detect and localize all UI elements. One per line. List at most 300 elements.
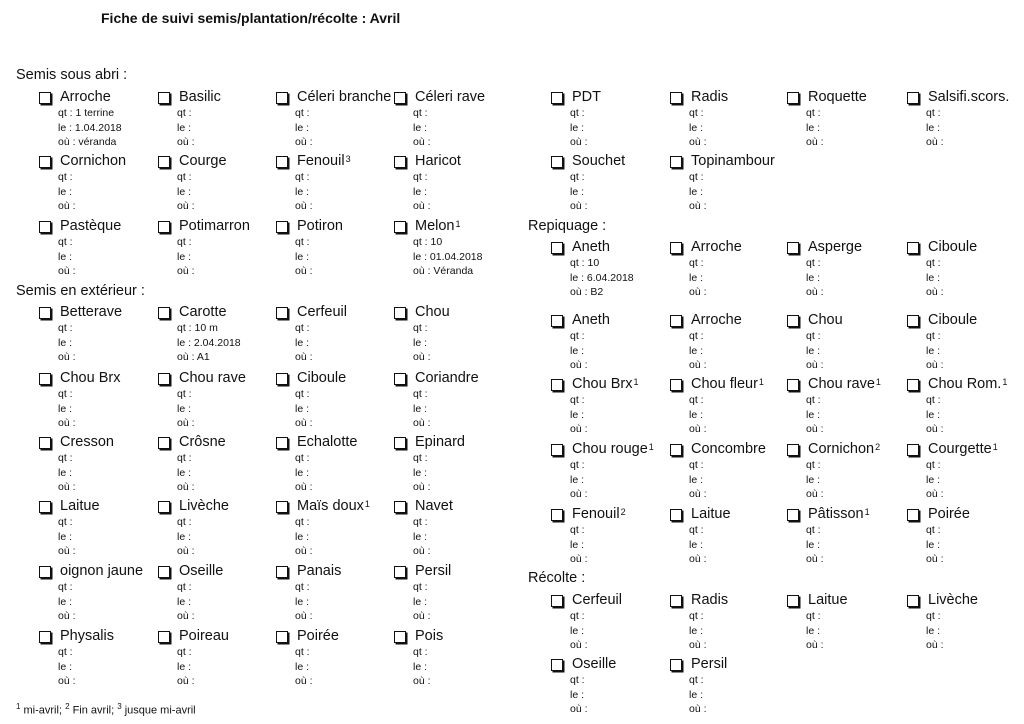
checklist-item-courge[interactable]	[156, 153, 276, 214]
item-name	[928, 89, 1009, 106]
field-ou: où :	[413, 675, 431, 687]
field-qt: qt :	[177, 516, 192, 528]
field-ou: où :	[177, 610, 195, 622]
item-header	[668, 239, 788, 256]
item-details	[689, 106, 788, 150]
checkbox-icon[interactable]	[158, 631, 170, 643]
checklist-item-pdt[interactable]	[549, 89, 669, 150]
checklist-item-panais[interactable]	[274, 563, 394, 624]
checklist-item-celeri-branche[interactable]	[274, 89, 394, 150]
checklist-item-chou[interactable]	[392, 304, 512, 365]
field-qt: qt :	[413, 452, 428, 464]
field-ou: où :	[926, 553, 944, 565]
item-name-text: Livèche	[179, 498, 229, 514]
field-le: le :	[926, 408, 941, 421]
item-header	[549, 89, 669, 106]
item-name-text: Fenouil	[297, 153, 345, 169]
item-header	[668, 153, 788, 170]
field-ou: où :	[177, 545, 195, 557]
checkbox-icon[interactable]	[158, 373, 170, 385]
checklist-item-pois[interactable]	[392, 628, 512, 689]
item-name	[179, 218, 250, 235]
item-name	[297, 304, 347, 321]
field-le: le :	[58, 530, 73, 543]
item-name	[808, 312, 843, 329]
item-name-text: Persil	[691, 656, 728, 672]
checkbox-icon[interactable]	[394, 92, 406, 104]
footnote-ref: 1	[992, 442, 998, 452]
checkbox-icon[interactable]	[39, 566, 51, 578]
checkbox-icon[interactable]	[158, 156, 170, 168]
section-label: Récolte :	[528, 570, 586, 586]
item-details	[177, 451, 276, 495]
checkbox-icon[interactable]	[670, 315, 682, 327]
field-qt: qt :	[689, 394, 704, 406]
field-ou: où :	[926, 286, 944, 298]
item-details	[58, 645, 157, 689]
checklist-item-chou-rom[interactable]	[905, 376, 1024, 437]
item-name-text: Chou	[808, 312, 843, 328]
field-qt: qt :	[177, 107, 192, 119]
field-ou: où :	[295, 610, 313, 622]
field-le: le :	[926, 344, 941, 357]
checklist-item-ciboule[interactable]	[905, 239, 1024, 300]
checkbox-icon[interactable]	[39, 156, 51, 168]
item-details	[177, 580, 276, 624]
field-le: le :	[806, 538, 821, 551]
checkbox-icon[interactable]	[276, 631, 288, 643]
checkbox-icon[interactable]	[39, 307, 51, 319]
checkbox-icon[interactable]	[907, 92, 919, 104]
checklist-item-arroche[interactable]	[37, 89, 157, 150]
checkbox-icon[interactable]	[394, 501, 406, 513]
checklist-item-physalis[interactable]	[37, 628, 157, 689]
field-qt: qt :	[58, 322, 73, 334]
field-ou: où :	[58, 200, 76, 212]
item-name-text: Haricot	[415, 153, 461, 169]
checklist-item-potiron[interactable]	[274, 218, 394, 279]
field-qt: qt :	[295, 171, 310, 183]
item-header	[156, 434, 276, 451]
field-qt: qt :	[177, 236, 192, 248]
checklist-item-laitue[interactable]	[668, 506, 788, 567]
checkbox-icon[interactable]	[276, 566, 288, 578]
checkbox-icon[interactable]	[787, 444, 799, 456]
checklist-item-persil[interactable]	[668, 656, 788, 717]
item-header	[274, 563, 394, 580]
item-header	[274, 153, 394, 170]
field-qt: qt :	[58, 452, 73, 464]
checklist-item-basilic[interactable]	[156, 89, 276, 150]
field-ou: où :	[58, 417, 76, 429]
checkbox-icon[interactable]	[551, 444, 563, 456]
item-details	[58, 170, 157, 214]
checkbox-icon[interactable]	[39, 92, 51, 104]
checkbox-icon[interactable]	[907, 242, 919, 254]
item-name-text: Aneth	[572, 312, 610, 328]
field-qt: qt :	[295, 107, 310, 119]
field-ou: où :	[295, 351, 313, 363]
item-details	[295, 451, 394, 495]
checklist-item-chou-brx[interactable]	[37, 370, 157, 431]
field-qt: qt :	[689, 330, 704, 342]
field-le: le :	[926, 121, 941, 134]
checklist-item-chou-rave[interactable]	[156, 370, 276, 431]
field-le: le :	[295, 595, 310, 608]
item-header	[37, 498, 157, 515]
item-name	[691, 312, 742, 329]
field-qt: qt :	[570, 330, 585, 342]
item-name-text: Ciboule	[928, 239, 978, 255]
checkbox-icon[interactable]	[394, 156, 406, 168]
checklist-item-mais-doux[interactable]	[274, 498, 394, 559]
field-le: le :	[570, 185, 585, 198]
field-qt: qt :	[689, 459, 704, 471]
item-name	[928, 312, 977, 329]
field-le: le :	[295, 530, 310, 543]
checklist-item-chou-rave[interactable]	[785, 376, 905, 437]
checklist-item-asperge[interactable]	[785, 239, 905, 300]
checklist-item-oignon-jaune[interactable]	[37, 563, 157, 624]
checklist-item-melon[interactable]	[392, 218, 512, 279]
checkbox-icon[interactable]	[670, 444, 682, 456]
checklist-item-aneth[interactable]	[549, 239, 669, 300]
item-details	[689, 458, 788, 502]
field-le: le :	[926, 473, 941, 486]
checklist-item-aneth[interactable]	[549, 312, 669, 373]
checkbox-icon[interactable]	[551, 315, 563, 327]
checklist-item-crosne[interactable]	[156, 434, 276, 495]
footnote-ref: 3	[345, 154, 351, 164]
item-name-text: Chou	[415, 304, 450, 320]
item-header	[37, 370, 157, 387]
field-ou: où :	[806, 639, 824, 651]
item-header	[549, 656, 669, 673]
checklist-item-arroche[interactable]	[668, 312, 788, 373]
item-name-text: Poirée	[297, 628, 339, 644]
item-details	[926, 256, 1024, 300]
checklist-item-laitue[interactable]	[37, 498, 157, 559]
item-details	[58, 515, 157, 559]
checkbox-icon[interactable]	[394, 437, 406, 449]
item-name	[928, 506, 970, 523]
checklist-item-liveche[interactable]	[905, 592, 1024, 653]
checkbox-icon[interactable]	[787, 315, 799, 327]
item-name	[572, 89, 601, 106]
item-name-text: Laitue	[808, 592, 848, 608]
checklist-item-oseille[interactable]	[156, 563, 276, 624]
checkbox-icon[interactable]	[907, 315, 919, 327]
checkbox-icon[interactable]	[670, 242, 682, 254]
item-name	[691, 441, 766, 458]
checklist-item-poiree[interactable]	[274, 628, 394, 689]
checklist-item-navet[interactable]	[392, 498, 512, 559]
checklist-item-cerfeuil[interactable]	[274, 304, 394, 365]
item-details	[295, 235, 394, 279]
item-name-text: Asperge	[808, 239, 863, 255]
checklist-item-poireau[interactable]	[156, 628, 276, 689]
item-details	[295, 170, 394, 214]
checklist-item-courgette[interactable]	[905, 441, 1024, 502]
footnote-ref: 2	[875, 442, 881, 452]
checkbox-icon[interactable]	[394, 221, 406, 233]
checklist-item-celeri-rave[interactable]	[392, 89, 512, 150]
checklist-item-chou-rouge[interactable]	[549, 441, 669, 502]
checklist-item-ciboule[interactable]	[905, 312, 1024, 373]
checkbox-icon[interactable]	[670, 379, 682, 391]
checkbox-icon[interactable]	[670, 659, 682, 671]
checklist-item-cornichon[interactable]	[785, 441, 905, 502]
checklist-item-fenouil[interactable]	[274, 153, 394, 214]
item-details	[413, 451, 512, 495]
field-ou: où :	[806, 553, 824, 565]
item-name-text: Arroche	[60, 89, 111, 105]
field-qt: qt :	[570, 674, 585, 686]
checklist-item-souchet[interactable]	[549, 153, 669, 214]
field-ou: où :	[926, 639, 944, 651]
field-qt: qt :	[926, 524, 941, 536]
field-le: le :	[413, 336, 428, 349]
checkbox-icon[interactable]	[39, 501, 51, 513]
checklist-item-betterave[interactable]	[37, 304, 157, 365]
checklist-item-chou-brx[interactable]	[549, 376, 669, 437]
checkbox-icon[interactable]	[394, 373, 406, 385]
item-header	[274, 89, 394, 106]
checkbox-icon[interactable]	[158, 501, 170, 513]
field-ou: où :	[177, 136, 195, 148]
field-qt: qt :	[689, 524, 704, 536]
item-details	[689, 609, 788, 653]
field-qt: qt :	[926, 394, 941, 406]
item-name-text: Arroche	[691, 312, 742, 328]
field-ou: où :	[413, 417, 431, 429]
checklist-item-oseille[interactable]	[549, 656, 669, 717]
field-le: le :	[58, 336, 73, 349]
checkbox-icon[interactable]	[276, 437, 288, 449]
field-qt: qt :	[570, 107, 585, 119]
checklist-item-coriandre[interactable]	[392, 370, 512, 431]
checklist-item-chou[interactable]	[785, 312, 905, 373]
item-name	[572, 592, 622, 609]
field-qt: qt :	[413, 646, 428, 658]
field-le: le :	[413, 660, 428, 673]
item-name	[691, 506, 731, 523]
checkbox-icon[interactable]	[907, 444, 919, 456]
item-details	[926, 609, 1024, 653]
item-name	[60, 370, 120, 387]
item-name	[60, 498, 100, 515]
field-le: le : 6.04.2018	[570, 271, 634, 284]
field-le: le :	[806, 624, 821, 637]
item-name-text: Chou rouge	[572, 441, 648, 457]
checkbox-icon[interactable]	[39, 631, 51, 643]
checkbox-icon[interactable]	[787, 595, 799, 607]
checklist-item-roquette[interactable]	[785, 89, 905, 150]
item-name	[691, 239, 742, 256]
checklist-item-carotte[interactable]	[156, 304, 276, 365]
item-name	[60, 563, 143, 580]
item-name-text: Crôsne	[179, 434, 226, 450]
field-le: le :	[177, 660, 192, 673]
item-name-text: Echalotte	[297, 434, 358, 450]
field-qt: qt :	[177, 452, 192, 464]
item-header	[37, 304, 157, 321]
checkbox-icon[interactable]	[394, 631, 406, 643]
field-ou: où :	[926, 488, 944, 500]
checklist-item-pasteque[interactable]	[37, 218, 157, 279]
field-le: le :	[295, 336, 310, 349]
checklist-item-salsifi-scors[interactable]	[905, 89, 1024, 150]
checkbox-icon[interactable]	[276, 221, 288, 233]
field-qt: qt :	[926, 330, 941, 342]
checklist-item-radis[interactable]	[668, 592, 788, 653]
checklist-item-haricot[interactable]	[392, 153, 512, 214]
checklist-item-potimarron[interactable]	[156, 218, 276, 279]
item-header	[785, 312, 905, 329]
item-name	[808, 592, 848, 609]
footnote-text-3: jusque mi-avril	[121, 704, 196, 717]
field-qt: qt :	[806, 257, 821, 269]
checkbox-icon[interactable]	[551, 659, 563, 671]
item-header	[392, 153, 512, 170]
item-header	[785, 506, 905, 523]
checkbox-icon[interactable]	[276, 92, 288, 104]
checkbox-icon[interactable]	[394, 566, 406, 578]
checklist-item-fenouil[interactable]	[549, 506, 669, 567]
item-name-text: Persil	[415, 563, 452, 579]
footnote-mark-3: 3	[117, 702, 122, 711]
field-ou: où :	[570, 423, 588, 435]
item-name	[415, 304, 450, 321]
checkbox-icon[interactable]	[551, 595, 563, 607]
checkbox-icon[interactable]	[670, 509, 682, 521]
item-header	[156, 153, 276, 170]
checkbox-icon[interactable]	[158, 307, 170, 319]
checklist-item-cresson[interactable]	[37, 434, 157, 495]
checklist-item-cerfeuil[interactable]	[549, 592, 669, 653]
item-details	[806, 106, 905, 150]
footnote-ref: 1	[758, 377, 764, 387]
checklist-item-poiree[interactable]	[905, 506, 1024, 567]
item-name	[691, 89, 728, 106]
checkbox-icon[interactable]	[39, 437, 51, 449]
checklist-item-patisson[interactable]	[785, 506, 905, 567]
item-name	[179, 153, 227, 170]
checkbox-icon[interactable]	[551, 242, 563, 254]
item-details	[177, 235, 276, 279]
checkbox-icon[interactable]	[787, 92, 799, 104]
checklist-item-radis[interactable]	[668, 89, 788, 150]
item-details	[689, 256, 788, 300]
item-name	[179, 89, 221, 106]
item-name	[808, 506, 870, 523]
checkbox-icon[interactable]	[907, 379, 919, 391]
checklist-item-laitue[interactable]	[785, 592, 905, 653]
checkbox-icon[interactable]	[276, 501, 288, 513]
checkbox-icon[interactable]	[907, 509, 919, 521]
checklist-item-echalotte[interactable]	[274, 434, 394, 495]
item-details	[58, 321, 157, 365]
field-qt: qt : 10	[413, 236, 443, 248]
field-le: le :	[177, 530, 192, 543]
checkbox-icon[interactable]	[670, 156, 682, 168]
checkbox-icon[interactable]	[394, 307, 406, 319]
checkbox-icon[interactable]	[551, 509, 563, 521]
checkbox-icon[interactable]	[276, 307, 288, 319]
checkbox-icon[interactable]	[158, 92, 170, 104]
footnote-ref: 1	[364, 499, 370, 509]
item-details	[570, 329, 669, 373]
checkbox-icon[interactable]	[670, 92, 682, 104]
checklist-item-persil[interactable]	[392, 563, 512, 624]
checklist-item-topinambour[interactable]	[668, 153, 788, 214]
checklist-item-cornichon[interactable]	[37, 153, 157, 214]
item-details	[570, 673, 669, 717]
field-ou: où :	[58, 265, 76, 277]
checkbox-icon[interactable]	[787, 379, 799, 391]
checkbox-icon[interactable]	[39, 221, 51, 233]
item-name-text: Ciboule	[297, 370, 347, 386]
checkbox-icon[interactable]	[158, 221, 170, 233]
checkbox-icon[interactable]	[551, 156, 563, 168]
checkbox-icon[interactable]	[670, 595, 682, 607]
item-name-text: Physalis	[60, 628, 114, 644]
item-header	[549, 153, 669, 170]
item-name-text: Roquette	[808, 89, 867, 105]
checkbox-icon[interactable]	[276, 373, 288, 385]
checklist-item-ciboule[interactable]	[274, 370, 394, 431]
checkbox-icon[interactable]	[787, 242, 799, 254]
checkbox-icon[interactable]	[39, 373, 51, 385]
checkbox-icon[interactable]	[276, 156, 288, 168]
checkbox-icon[interactable]	[551, 92, 563, 104]
item-header	[785, 89, 905, 106]
checklist-item-arroche[interactable]	[668, 239, 788, 300]
item-name	[572, 153, 625, 170]
item-name-text: Pâtisson	[808, 506, 864, 522]
checkbox-icon[interactable]	[551, 379, 563, 391]
item-details	[413, 645, 512, 689]
item-details	[413, 515, 512, 559]
item-details	[58, 580, 157, 624]
field-qt: qt :	[413, 516, 428, 528]
item-name-text: Poireau	[179, 628, 229, 644]
field-ou: où :	[689, 639, 707, 651]
item-details	[177, 645, 276, 689]
field-le: le :	[806, 473, 821, 486]
field-le: le :	[806, 121, 821, 134]
checklist-item-epinard[interactable]	[392, 434, 512, 495]
item-details	[58, 106, 157, 150]
field-ou: où :	[58, 545, 76, 557]
item-name	[808, 376, 881, 393]
checkbox-icon[interactable]	[907, 595, 919, 607]
footnote-ref: 1	[633, 377, 639, 387]
checkbox-icon[interactable]	[787, 509, 799, 521]
checklist-item-chou-fleur[interactable]	[668, 376, 788, 437]
checklist-item-liveche[interactable]	[156, 498, 276, 559]
field-ou: où :	[689, 136, 707, 148]
item-name-text: Potiron	[297, 218, 343, 234]
checkbox-icon[interactable]	[158, 566, 170, 578]
item-name	[808, 239, 862, 256]
checklist-item-concombre[interactable]	[668, 441, 788, 502]
checkbox-icon[interactable]	[158, 437, 170, 449]
item-details	[570, 256, 669, 300]
item-header	[668, 376, 788, 393]
field-ou: où :	[806, 286, 824, 298]
item-header	[668, 592, 788, 609]
